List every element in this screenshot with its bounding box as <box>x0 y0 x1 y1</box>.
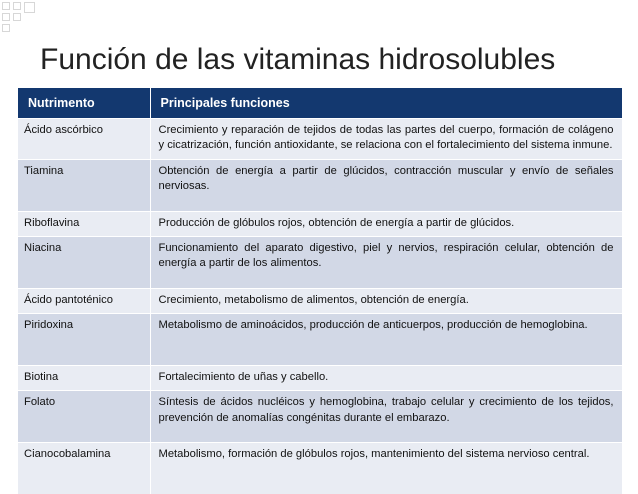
nutrient-name: Cianocobalamina <box>18 443 150 494</box>
vitamins-table <box>18 88 622 494</box>
nutrient-functions: Síntesis de ácidos nucléicos y hemoglobina, trabajo celular y crecimiento de los tejidos, prevención de anomalías congénitas durante el embarazo. <box>150 391 622 443</box>
table-row <box>18 211 622 236</box>
nutrient-functions: Metabolismo de aminoácidos, producción de anticuerpos, producción de hemoglobina. <box>150 314 622 366</box>
nutrient-name: Biotina <box>18 366 150 391</box>
nutrient-name: Riboflavina <box>18 211 150 236</box>
nutrient-name: Niacina <box>18 236 150 288</box>
nutrient-functions: Producción de glóbulos rojos, obtención de energía a partir de glúcidos. <box>150 211 622 236</box>
header-principales-funciones: Principales funciones <box>150 88 622 119</box>
nutrient-functions: Funcionamiento del aparato digestivo, piel y nervios, respiración celular, obtención de energía a partir de los alimentos. <box>150 236 622 288</box>
nutrient-name: Folato <box>18 391 150 443</box>
corner-decoration <box>0 0 60 40</box>
nutrient-functions: Fortalecimiento de uñas y cabello. <box>150 366 622 391</box>
nutrient-name: Tiamina <box>18 159 150 211</box>
nutrient-functions: Obtención de energía a partir de glúcidos, contracción muscular y envío de señales nerviosas. <box>150 159 622 211</box>
nutrient-name: Piridoxina <box>18 314 150 366</box>
table-row <box>18 443 622 494</box>
table-row <box>18 288 622 313</box>
slide-title: Función de las vitaminas hidrosolubles <box>40 43 556 76</box>
nutrient-functions: Crecimiento, metabolismo de alimentos, obtención de energía. <box>150 288 622 313</box>
table-row <box>18 314 622 366</box>
nutrient-name: Ácido pantoténico <box>18 288 150 313</box>
table-header-row <box>18 88 622 119</box>
nutrient-functions: Crecimiento y reparación de tejidos de todas las partes del cuerpo, formación de colágeno y cicatrización, función antioxidante, se relaciona con el fortalecimiento del sistema inmune. <box>150 119 622 160</box>
header-nutrimento: Nutrimento <box>18 88 150 119</box>
table-row <box>18 391 622 443</box>
nutrient-functions: Metabolismo, formación de glóbulos rojos, mantenimiento del sistema nervioso central. <box>150 443 622 494</box>
table-row <box>18 366 622 391</box>
nutrient-name: Ácido ascórbico <box>18 119 150 160</box>
table-row <box>18 236 622 288</box>
table-row <box>18 159 622 211</box>
table-row <box>18 119 622 160</box>
